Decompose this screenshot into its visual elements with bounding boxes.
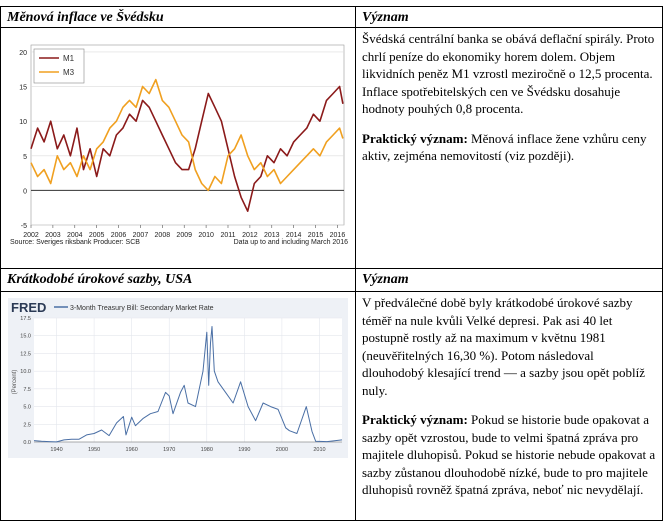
row1-practical-label: Praktický význam: xyxy=(362,130,468,146)
row2-right-header-text: Význam xyxy=(362,272,409,287)
row1-chart-cell xyxy=(0,27,356,269)
chart1-x-tick-label: 2007 xyxy=(132,232,149,239)
legend-m3-label: M3 xyxy=(63,68,75,77)
chart2-x-tick-label: 1940 xyxy=(50,447,63,453)
chart2-x-tick-label: 1970 xyxy=(163,447,176,453)
chart1-y-tick-label: 15 xyxy=(19,84,27,92)
chart1-x-tick-label: 2004 xyxy=(66,232,83,239)
chart2-x-tick-label: 1980 xyxy=(200,447,213,453)
chart1-x-tick-label: 2003 xyxy=(45,232,61,239)
row2-practical xyxy=(362,411,658,499)
chart1-x-tick-label: 2010 xyxy=(198,232,214,239)
chart2-y-tick-label: 12.5 xyxy=(20,351,31,358)
us-treasury-bill-chart xyxy=(8,298,348,458)
row1-right-header xyxy=(355,6,663,28)
fred-logo: FRED xyxy=(11,300,47,315)
row1-practical-text: Měnová inflace žene vzhůru ceny aktiv, zejména nemovitostí (viz později). xyxy=(362,130,647,163)
row1-paragraph: Švédská centrální banka se obává deflační spirály. Proto chrlí peníze do ekonomiky horem dolem. Objem likvidních peněz M1 vzrostl meziročně o 12,5 procenta. Inflace spotřebitelských cen ve Švédsku dosahuje hodnoty pouhých 0,8 procenta. xyxy=(362,31,655,116)
row2-paragraph: V předválečné době byly krátkodobé úrokové sazby téměř na nule kvůli Velké depresi. Pak asi 40 let postupně rostly až na maximum v květnu 1981 (neuvěřitelných 16,30 %). Potom následoval dlouhodobý klesající trend — a sazby jsou opět poblíž nuly. xyxy=(362,295,646,398)
chart2-x-tick-label: 2000 xyxy=(275,447,289,453)
row2-right-header xyxy=(355,268,663,292)
chart1-y-tick-label: 5 xyxy=(23,153,27,161)
row1-left-header-text: Měnová inflace ve Švédsku xyxy=(7,10,164,25)
chart2-y-tick-label: 10.0 xyxy=(20,369,31,376)
chart2-ylabel: (Percent) xyxy=(12,369,18,395)
chart1-y-tick-label: -5 xyxy=(20,223,27,230)
row2-practical-text: Pokud se historie bude opakovat a sazby opět vzrostou, bude to velmi špatná zpráva pro majitele dluhopisů. Pokud se historie nebude opakovat a sazby zůstanou dlouhodobě nízké, bude to pro majitele dluhopisů rovněž špatná zpráva, neboť nic nevydělají. xyxy=(362,412,656,497)
row2-left-header-text: Krátkodobé úrokové sazby, USA xyxy=(7,272,193,287)
chart1-x-tick-label: 2002 xyxy=(23,232,39,239)
chart1-x-tick-label: 2012 xyxy=(242,232,258,239)
chart2-x-tick-label: 1990 xyxy=(238,447,251,453)
row1-practical xyxy=(362,130,658,165)
row2-left-header xyxy=(0,268,356,292)
sweden-money-inflation-chart xyxy=(6,37,352,257)
chart2-y-tick-label: 17.5 xyxy=(20,316,31,322)
chart2-y-tick-label: 15.0 xyxy=(20,333,31,340)
chart1-note: Data up to and including March 2016 xyxy=(233,239,348,246)
row2-practical-label: Praktický význam: xyxy=(362,412,468,427)
chart1-x-tick-label: 2005 xyxy=(88,232,105,239)
chart1-legend xyxy=(34,49,84,83)
chart2-y-tick-label: 5.0 xyxy=(23,404,31,411)
row2-chart-cell xyxy=(0,291,356,521)
chart1-x-tick-label: 2015 xyxy=(307,232,324,239)
chart2-x-tick-label: 2010 xyxy=(313,447,326,453)
chart1-x-tick-label: 2016 xyxy=(329,232,346,239)
chart2-y-tick-label: 2.5 xyxy=(23,422,31,429)
legend-m1-label: M1 xyxy=(63,54,75,63)
chart2-x-tick-label: 1960 xyxy=(125,447,138,453)
row1-right-header-text: Význam xyxy=(362,10,409,25)
chart2-y-tick-label: 7.5 xyxy=(23,386,31,393)
row2-meaning-cell xyxy=(355,291,663,521)
row1-meaning-cell xyxy=(355,27,663,269)
chart2-y-tick-label: 0.0 xyxy=(23,440,31,446)
chart1-source: Source: Sveriges riksbank Producer: SCB xyxy=(10,239,140,246)
chart1-x-tick-label: 2013 xyxy=(263,232,280,239)
chart1-x-tick-label: 2006 xyxy=(110,232,127,239)
chart1-y-tick-label: 20 xyxy=(19,49,27,57)
chart1-y-tick-label: 10 xyxy=(19,119,27,127)
chart2-x-tick-label: 1950 xyxy=(87,447,101,453)
chart2-title: 3-Month Treasury Bill: Secondary Market Rate xyxy=(70,305,214,312)
chart1-x-tick-label: 2009 xyxy=(176,232,193,239)
chart1-x-tick-label: 2008 xyxy=(154,232,171,239)
row1-left-header xyxy=(0,6,356,28)
chart1-y-tick-label: 0 xyxy=(23,188,27,196)
chart1-x-tick-label: 2011 xyxy=(220,232,236,239)
chart1-x-tick-label: 2014 xyxy=(285,232,302,239)
